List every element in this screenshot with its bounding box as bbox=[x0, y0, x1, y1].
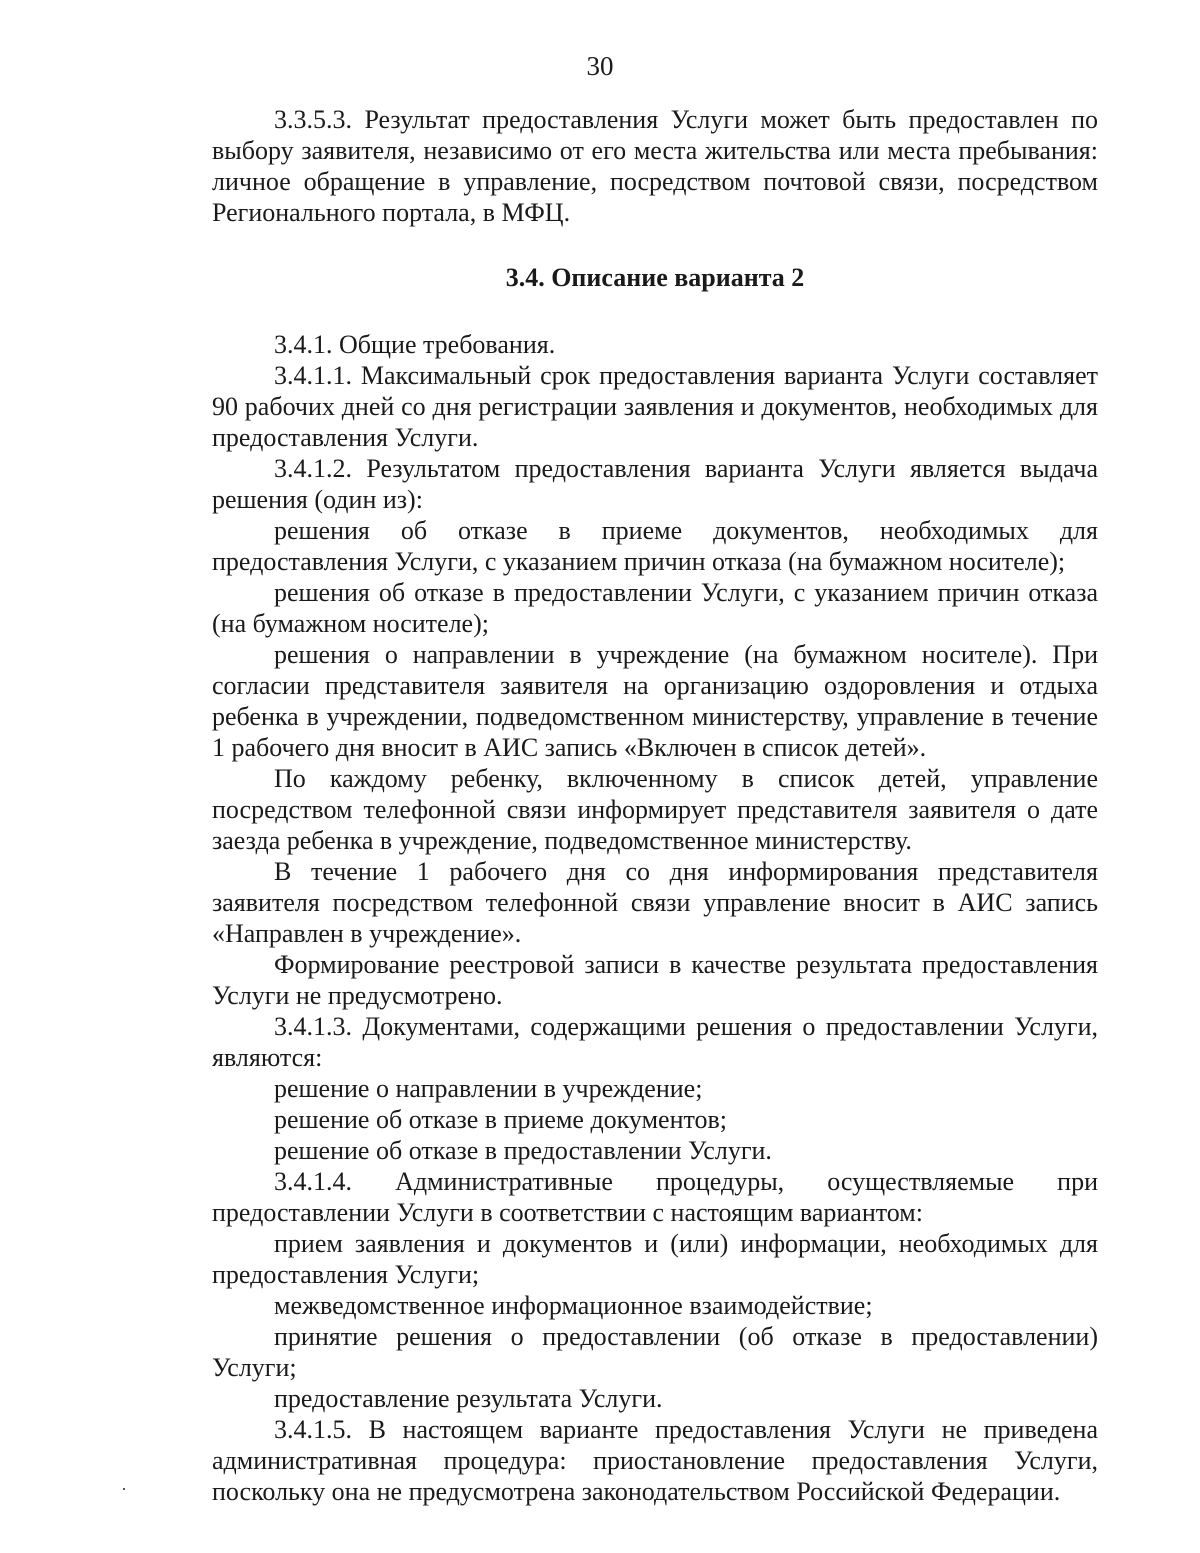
list-item: решения об отказе в приеме документов, необходимых для предоставления Услуги, с указанием причин отказа (на бумажном носителе); bbox=[212, 516, 1098, 576]
list-item: решение о направлении в учреждение; bbox=[274, 1074, 703, 1103]
list-item: принятие решения о предоставлении (об отказе в предоставлении) Услуги; bbox=[212, 1322, 1098, 1382]
paragraph: Формирование реестровой записи в качестве результата предоставления Услуги не предусмотрено. bbox=[212, 950, 1098, 1010]
paragraph: По каждому ребенку, включенному в список детей, управление посредством телефонной связи информирует представителя заявителя о дате заезда ребенка в учреждение, подведомственное министерству. bbox=[212, 764, 1098, 855]
list-item: решения о направлении в учреждение (на бумажном носителе). При согласии представителя заявителя на организацию оздоровления и отдыха ребенка в учреждении, подведомственном министерству, управление в течение 1 рабочего дня вносит в АИС запись «Включен в список детей». bbox=[212, 640, 1098, 762]
paragraph: 3.4.1.1. Максимальный срок предоставления варианта Услуги составляет 90 рабочих дней со дня регистрации заявления и документов, необходимых для предоставления Услуги. bbox=[212, 361, 1098, 452]
page-number: 30 bbox=[586, 51, 614, 81]
paragraph: В течение 1 рабочего дня со дня информирования представителя заявителя посредством телефонной связи управление вносит в АИС запись «Направлен в учреждение». bbox=[212, 857, 1098, 948]
paragraph: 3.4.1.3. Документами, содержащими решения о предоставлении Услуги, являются: bbox=[212, 1012, 1098, 1072]
list-item: решения об отказе в предоставлении Услуги, с указанием причин отказа (на бумажном носителе); bbox=[212, 578, 1098, 638]
list-item: предоставление результата Услуги. bbox=[274, 1384, 663, 1413]
paragraph-3-3-5-3: 3.3.5.3. Результат предоставления Услуги может быть предоставлен по выбору заявителя, независимо от его места жительства или места пребывания: личное обращение в управление, посредством почтовой связи, посредством Регионального портала, в МФЦ. bbox=[212, 105, 1098, 227]
paragraph: 3.4.1.4. Административные процедуры, осуществляемые при предоставлении Услуги в соответствии с настоящим вариантом: bbox=[212, 1167, 1098, 1227]
list-item: решение об отказе в предоставлении Услуги. bbox=[274, 1136, 772, 1165]
list-item: решение об отказе в приеме документов; bbox=[274, 1105, 728, 1134]
paragraph: 3.4.1.5. В настоящем варианте предоставления Услуги не приведена административная процедура: приостановление предоставления Услуги, поскольку она не предусмотрена законодательством Российской Федерации. bbox=[212, 1415, 1098, 1506]
document-body bbox=[212, 104, 1098, 1507]
paragraph: 3.4.1.2. Результатом предоставления варианта Услуги является выдача решения (один из): bbox=[212, 454, 1098, 514]
list-item: межведомственное информационное взаимодействие; bbox=[274, 1291, 873, 1320]
scan-speck bbox=[123, 1488, 125, 1490]
section-heading: 3.4. Описание варианта 2 bbox=[505, 263, 805, 292]
paragraph: 3.4.1. Общие требования. bbox=[274, 330, 556, 359]
list-item: прием заявления и документов и (или) информации, необходимых для предоставления Услуги; bbox=[212, 1229, 1098, 1289]
